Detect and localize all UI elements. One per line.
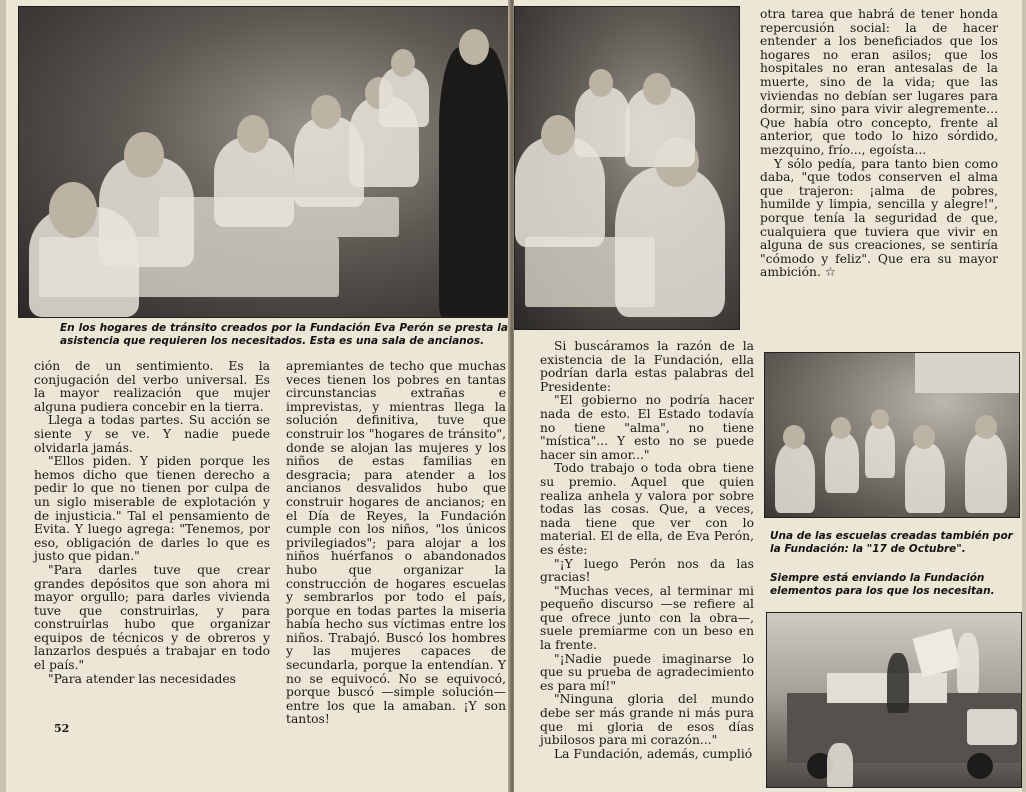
school-classroom-photo <box>764 352 1020 518</box>
paragraph: "El gobierno no podría hacer nada de esto. El Estado todavía no tiene "alma", no tiene "mística"... Y esto no se puede hacer sin amor..." <box>540 393 754 462</box>
paragraph: apremiantes de techo que muchas veces tienen los pobres en tantas circunstancias extrañas e imprevistas, y mientras llega la solución definitiva, tuve que construir los "hogares de tránsito", donde se alojan las mujeres y los niños de estas familias en desgracia; para atender a los ancianos desvalidos hubo que construir hogares de ancianos; en el Día de Reyes, la Fundación cumple con los niños, "los únicos privilegiados"; para alojar a los niños huérfanos o abandonados hubo que organizar la construcción de hogares escuelas y sembrarlos por todo el país, porque en todas partes la miseria había hecho sus víctimas entre los niños. Trabajó. Buscó los hombres y las mujeres capaces de secundarla, porque la entendían. Y no se equivocó. No se equivocó, porque buscó —simple solución— entre los que la amaban. ¡Y son tantos! <box>286 359 506 727</box>
elderly-ward-photo-right <box>514 6 740 330</box>
text-column-1 <box>34 360 270 686</box>
paragraph: "Muchas veces, al terminar mi pequeño discurso —se refiere al que ofrece junto con la obra—, suele premiarme con un beso en la frente. <box>540 583 754 653</box>
truck-loading-photo <box>766 612 1022 788</box>
left-page <box>6 0 510 792</box>
truck-photo-caption: Siempre está enviando la Fundación elementos para los que los necesitan. <box>770 572 995 597</box>
paragraph: "Ellos piden. Y piden porque les hemos dicho que tienen derecho a pedir lo que no tienen por culpa de un siglo miserable de explotación y de injusticia." Tal el pensamiento de Evita. Y luego agrega: "Tenemos, por eso, obligación de darles lo que es justo que pidan." <box>34 454 270 564</box>
paragraph: Si buscáramos la razón de la existencia de la Fundación, ella podrían darla estas palabras del Presidente: <box>540 339 754 394</box>
paragraph: Todo trabajo o toda obra tiene su premio. Aquel que quien realiza anhela y valora por sobre todas las cosas. Que, a veces, nada tiene que ver con lo material. El de ella, de Eva Perón, es éste: <box>540 461 754 557</box>
text-column-main-right <box>540 340 754 761</box>
text-column-2 <box>286 360 506 727</box>
paragraph: La Fundación, además, cumplió <box>554 746 753 761</box>
school-photo-caption: Una de las escuelas creadas también por la Fundación: la "17 de Octubre". <box>770 530 1013 555</box>
page-number: 52 <box>54 722 70 735</box>
right-page <box>514 0 1022 792</box>
paragraph: "¡Y luego Perón nos da las gracias! <box>540 556 754 585</box>
paragraph: ción de un sentimiento. Es la conjugación del verbo universal. Es la mayor realización que mujer alguna pudiera concebir en la tierra. <box>34 359 270 414</box>
paragraph: "Para atender las necesidades <box>48 671 236 686</box>
paragraph: "Para darles tuve que crear grandes depósitos que son ahora mi mayor orgullo; para darles vivienda tuve que construirlas, y para construirlas hubo que organizar equipos de técnicos y de obreros y lanzarlos después a trabajar en todo el país." <box>34 562 270 673</box>
paragraph: Y sólo pedía, para tanto bien como daba, "que todos conserven el alma que trajeron: ¡alma de pobres, humilde y limpia, sencilla y alegre!", porque tenía la seguridad de que, cualquiera que tuviera que vivir en alguna de sus creaciones, se sentiría "cómodo y feliz". Que era su mayor ambición. ☆ <box>760 156 998 280</box>
paragraph: Llega a todas partes. Su acción se siente y se ve. Y nadie puede olvidarla jamás. <box>34 413 270 455</box>
paragraph: "¡Nadie puede imaginarse lo que su prueba de agradecimiento es para mí!" <box>540 651 754 693</box>
photo-caption: En los hogares de tránsito creados por la Fundación Eva Perón se presta la asistencia que requieren los necesitados. Esta es una sala de ancianos. <box>60 322 508 347</box>
elderly-ward-photo-left <box>18 6 510 318</box>
text-column-top-right <box>760 8 998 280</box>
paragraph: "Ninguna gloria del mundo debe ser más grande ni más pura que mi gloria de esos días jubilosos para mi corazón..." <box>540 692 754 748</box>
paragraph: otra tarea que habrá de tener honda repercusión social: la de hacer entender a los beneficiados que los hogares no eran asilos; que los hospitales no eran antesalas de la muerte, sino de la vida; que las viviendas no debían ser lugares para dormir, sino para vivir alegremente... Que había otro concepto, frente al anterior, que todo lo hizo sórdido, mezquino, frío..., egoísta... <box>760 7 998 157</box>
